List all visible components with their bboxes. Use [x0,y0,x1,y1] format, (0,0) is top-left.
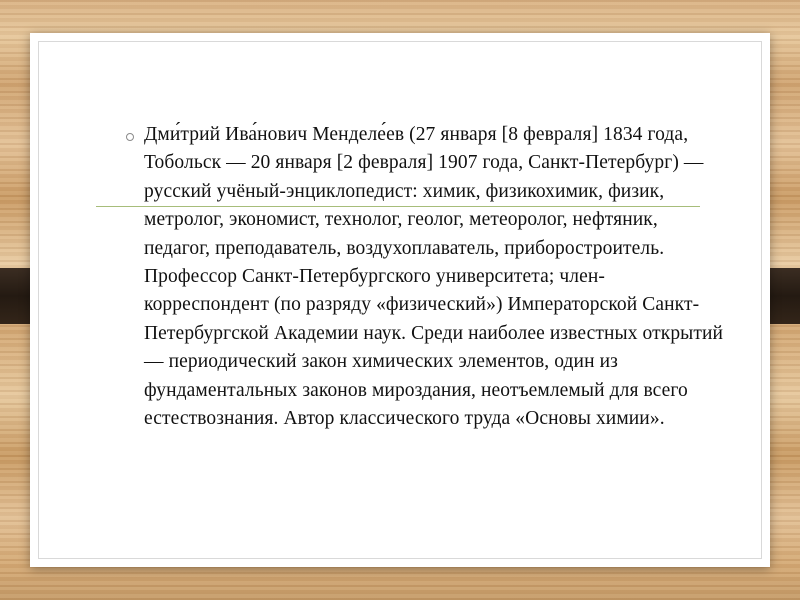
bullet-marker-icon [126,121,144,143]
biography-paragraph: Дми́трий Ива́нович Менделе́ев (27 января [8 февраля] 1834 года, Тобольск — 20 января [2 февраля] 1907 года, Санкт-Петербург) — русский учёный-энциклопедист: химик, физикохимик, физик, метролог, экономист, технолог, геолог, метеоролог, нефтяник, педагог, преподаватель, воздухоплаватель, приборостроитель. Профессор Санкт-Петербургского университета; член-корреспондент (по разряду «физический») Императорской Санкт-Петербургской Академии наук. Среди наиболее известных открытий — периодический закон химических элементов, один из фундаментальных законов мироздания, неотъемлемый для всего естествознания. Автор классического труда «Основы химии». [144,124,724,430]
slide-card [30,33,770,567]
slide-body [126,121,726,433]
list-item [126,121,726,433]
accent-rule [96,206,700,207]
